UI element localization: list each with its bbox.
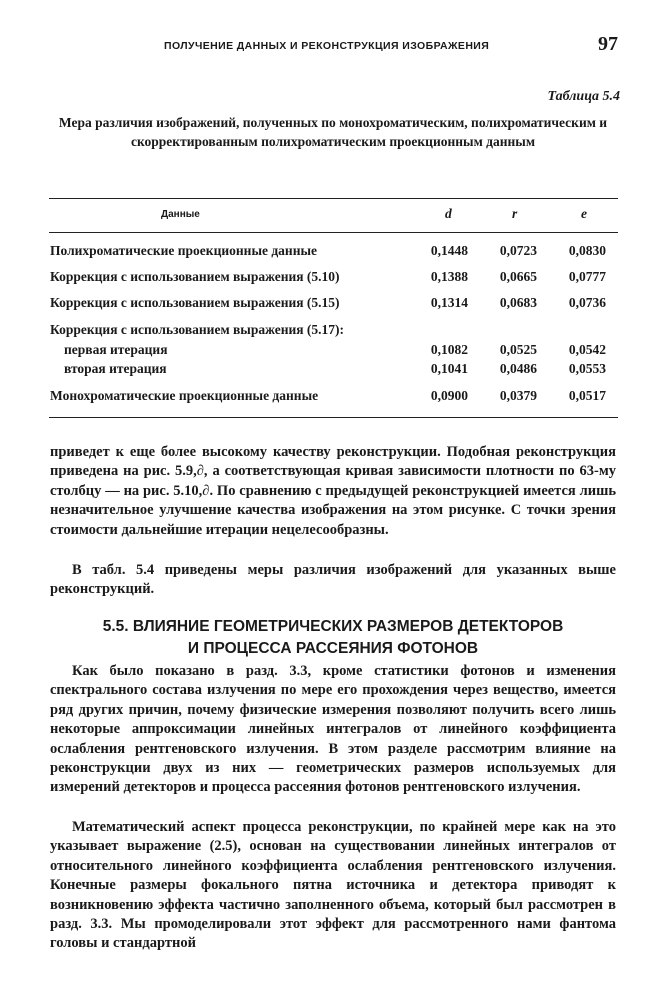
table-row-label: первая итерация (64, 342, 168, 357)
table-row-label: Коррекция с использованием выражения (5.17): (50, 322, 345, 337)
table-bottom-rule (49, 417, 618, 418)
table-cell-e: 0,0542 (568, 342, 606, 357)
table-row-label: Полихроматические проекционные данные (50, 243, 318, 258)
table-cell-e: 0,0830 (568, 243, 606, 258)
table-cell-r: 0,0525 (499, 342, 537, 357)
table-cell-d: 0,1388 (430, 269, 468, 284)
table-caption: Мера различия изображений, полученных по монохроматическим, полихроматическим и скорректированным полихроматическим проекционным данным (58, 115, 608, 149)
table-header-rule (49, 232, 618, 233)
table-label: Таблица 5.4 (547, 89, 620, 104)
section-heading-line: И ПРОЦЕССА РАССЕЯНИЯ ФОТОНОВ (187, 640, 479, 657)
section-heading (50, 616, 616, 660)
paragraph: Как было показано в разд. 3.3, кроме статистики фотонов и изменения спектрального состава излучения по мере его прохождения через вещество, имеется ряд других причин, почему физические измерения позволяют получить всего лишь некоторые аппроксимации линейных интегралов от линейного коэффициента ослабления рентгеновского излучения. В этом разделе рассмотрим влияние на реконструкции двух из них — геометрических размеров используемых для измерений детекторов и процесса рассеяния фотонов рентгеновского излучения. (50, 663, 616, 796)
table-cell-r: 0,0379 (499, 388, 537, 403)
table-cell-d: 0,1314 (430, 295, 468, 310)
table-cell-e: 0,0777 (568, 269, 606, 284)
table-cell-d: 0,1082 (430, 342, 468, 357)
table-cell-d: 0,1041 (430, 361, 468, 376)
table-cell-e: 0,0553 (568, 361, 606, 376)
paragraph: приведет к еще более высокому качеству реконструкции. Подобная реконструкция приведена на рис. 5.9,∂, а соответствующая кривая зависимости плотности по 63-му столбцу — на рис. 5.10,∂. По сравнению с предыдущей реконструкцией имеется лишь незначительное улучшение качества изображения на этом рисунке. С точки зрения стоимости дальнейшие итерации нецелесообразны. (50, 444, 616, 538)
table-cell-r: 0,0665 (499, 269, 537, 284)
column-header-r: r (512, 206, 518, 221)
page-number: 97 (598, 33, 618, 55)
section-heading-line: 5.5. ВЛИЯНИЕ ГЕОМЕТРИЧЕСКИХ РАЗМЕРОВ ДЕТЕКТОРОВ (102, 618, 564, 635)
running-head: ПОЛУЧЕНИЕ ДАННЫХ И РЕКОНСТРУКЦИЯ ИЗОБРАЖЕНИЯ (164, 40, 490, 52)
column-header-e: e (581, 206, 587, 221)
table-top-rule (49, 198, 618, 199)
table-cell-r: 0,0683 (499, 295, 537, 310)
paragraph: В табл. 5.4 приведены меры различия изображений для указанных выше реконструкций. (50, 562, 616, 598)
table-cell-d: 0,1448 (430, 243, 468, 258)
table-cell-r: 0,0486 (499, 361, 537, 376)
table-row-label: Коррекция с использованием выражения (5.15) (50, 295, 340, 310)
table-row-label: вторая итерация (64, 361, 167, 376)
table-cell-e: 0,0736 (568, 295, 606, 310)
table-row-label: Коррекция с использованием выражения (5.10) (50, 269, 340, 284)
table-cell-r: 0,0723 (499, 243, 537, 258)
table-cell-d: 0,0900 (430, 388, 468, 403)
column-header-d: d (445, 206, 452, 221)
table-cell-e: 0,0517 (568, 388, 606, 403)
table-row-label: Монохроматические проекционные данные (50, 388, 319, 403)
column-header-data: Данные (161, 209, 200, 220)
paragraph: Математический аспект процесса реконструкции, по крайней мере как на это указывает выражение (2.5), основан на существовании линейных интегралов от относительного линейного коэффициента ослабления рентгеновского излучения. Конечные размеры фокального пятна источника и детектора приводят к возникновению эффекта частично заполненного объема, который был рассмотрен в разд. 3.3. Мы промоделировали этот эффект для рассмотренного нами фантома головы и стандартной (50, 819, 616, 952)
